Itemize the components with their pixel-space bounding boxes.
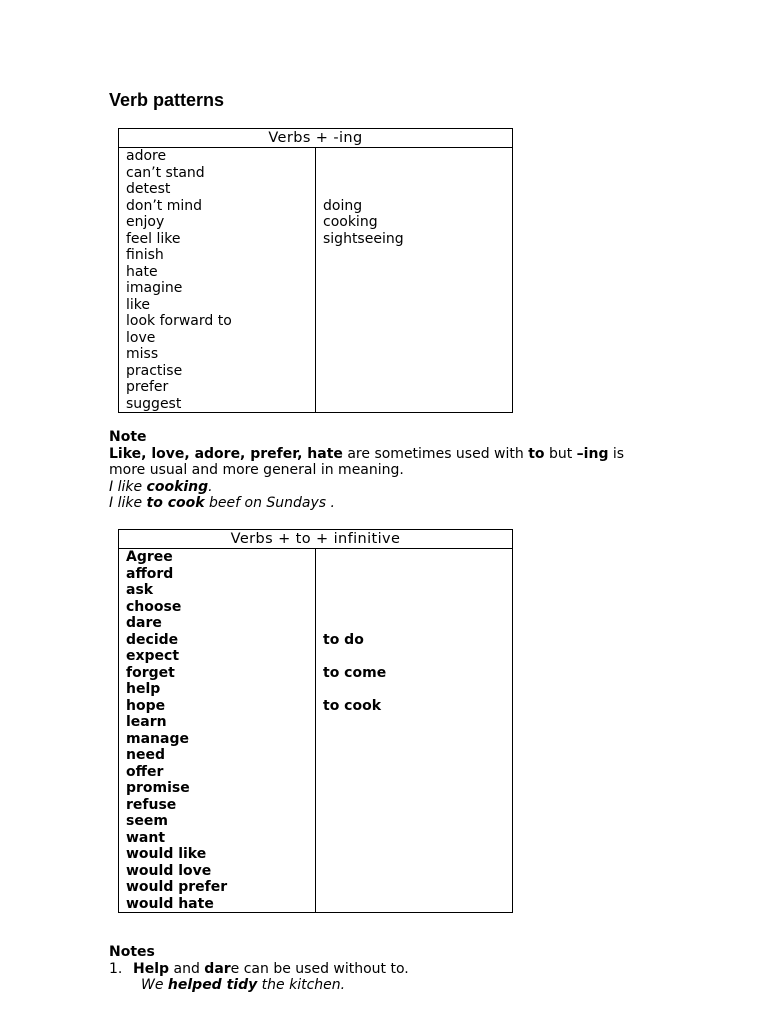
example-text: I like (109, 478, 147, 495)
verb-item: miss (126, 346, 159, 362)
verb-item: expect (126, 648, 180, 664)
note-keyword: –ing (576, 445, 609, 462)
note-example (109, 479, 669, 496)
example-item: doing (323, 197, 363, 214)
example-text: We (141, 977, 168, 993)
verb-item: can’t stand (126, 164, 205, 181)
example-text: . (208, 478, 213, 495)
verb-item: enjoy (126, 214, 165, 230)
verb-item: refuse (126, 796, 177, 813)
notes-keyword: Help (133, 960, 170, 977)
verbs-ing-header: Verbs + -ing (119, 129, 513, 148)
verb-item: would love (126, 862, 212, 879)
verb-item: promise (126, 780, 190, 796)
verbs-ing-examples (316, 148, 513, 413)
notes-keyword: dar (204, 960, 231, 977)
example-item: cooking (323, 214, 378, 230)
verb-item: decide (126, 631, 179, 648)
example-keyword: to cook (146, 495, 205, 511)
verb-item: ask (126, 582, 154, 598)
verb-item: forget (126, 664, 175, 681)
verb-item: would like (126, 846, 207, 862)
verbs-infinitive-list (119, 549, 316, 913)
verb-item: prefer (126, 379, 169, 395)
verb-item: hope (126, 697, 166, 714)
verb-item: afford (126, 565, 174, 582)
verb-item: Agree (126, 549, 173, 565)
notes-heading: Notes (109, 944, 155, 960)
verb-item: help (126, 681, 161, 697)
example-keyword: helped tidy (167, 977, 258, 993)
note-line: more usual and more general in meaning. (109, 462, 404, 478)
verb-item: would hate (126, 895, 214, 912)
verb-item: would prefer (126, 879, 228, 895)
verb-item: offer (126, 763, 164, 780)
notes-item-number: 1. (109, 960, 123, 977)
verb-item: love (126, 329, 156, 346)
verbs-infinitive-table (118, 529, 513, 913)
verb-item: like (126, 296, 151, 313)
note-heading: Note (109, 429, 147, 445)
verb-item: look forward to (126, 313, 232, 329)
example-text: I like (109, 495, 147, 511)
verbs-infinitive-header: Verbs + to + infinitive (119, 530, 513, 549)
verb-item: imagine (126, 280, 183, 296)
example-text: beef on Sundays . (204, 495, 335, 511)
example-text: the kitchen. (257, 977, 346, 993)
note-text: are sometimes used with (342, 445, 529, 462)
notes-text: e can be used without to. (230, 960, 409, 977)
note-section (109, 429, 669, 512)
notes-example (109, 977, 669, 994)
verb-item: learn (126, 714, 167, 730)
example-item: sightseeing (323, 230, 404, 247)
verbs-ing-list (119, 148, 316, 413)
verb-item: practise (126, 362, 183, 379)
example-item: to cook (323, 697, 382, 714)
verb-item: manage (126, 730, 189, 747)
note-verbs: Like, love, adore, prefer, hate (109, 445, 343, 462)
page-title: Verb patterns (109, 90, 225, 110)
verb-item: dare (126, 615, 162, 631)
verb-item: finish (126, 247, 164, 263)
example-item: to come (323, 664, 387, 681)
verb-item: adore (126, 148, 167, 164)
notes-text: and (169, 960, 205, 977)
verb-item: suggest (126, 395, 182, 412)
example-keyword: cooking (146, 478, 209, 495)
verb-item: seem (126, 813, 168, 829)
notes-section (109, 944, 669, 994)
note-example (109, 495, 669, 512)
verb-item: hate (126, 263, 158, 280)
verb-item: want (126, 829, 166, 846)
verb-item: detest (126, 181, 171, 197)
verb-item: don’t mind (126, 197, 203, 214)
note-text: but (544, 445, 577, 462)
verbs-ing-table (118, 128, 513, 413)
notes-item (109, 961, 669, 978)
note-line (109, 446, 669, 463)
example-item: to do (323, 631, 364, 648)
verb-item: choose (126, 598, 182, 615)
verb-item: need (126, 747, 165, 763)
note-text: is (608, 445, 625, 462)
verbs-infinitive-examples (316, 549, 513, 913)
note-keyword: to (528, 445, 545, 462)
verb-item: feel like (126, 230, 181, 247)
